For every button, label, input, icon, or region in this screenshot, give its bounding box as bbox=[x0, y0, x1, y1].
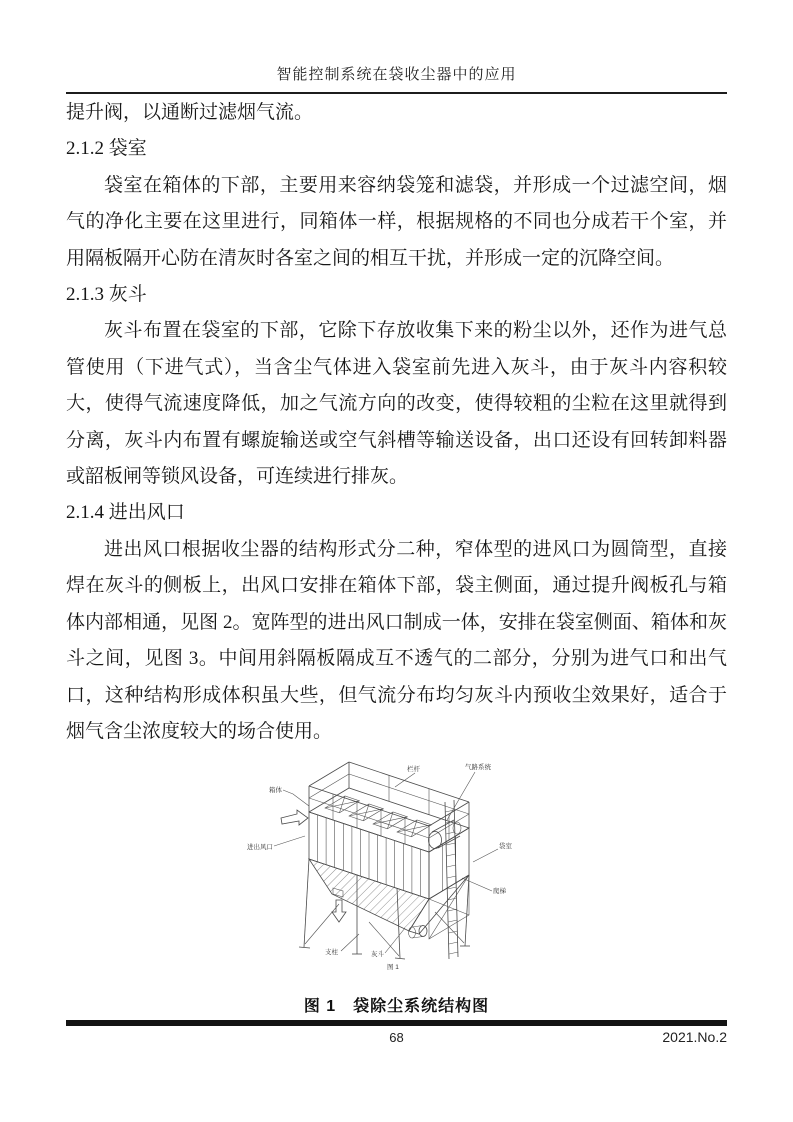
section-heading-214: 2.1.4 进出风口 bbox=[66, 502, 185, 524]
figure-label-support: 支柱 bbox=[324, 949, 338, 957]
inlet-arrow-icon bbox=[281, 810, 308, 825]
header-rule bbox=[66, 92, 727, 94]
issue-number: 2021.No.2 bbox=[662, 1029, 727, 1045]
gas-system-cylinder bbox=[428, 820, 461, 849]
paragraph-ash-hopper: 灰斗布置在袋室的下部，它除下存放收集下来的粉尘以外，还作为进气总管使用（下进气式），当含尘气体进入袋室前先进入灰斗，由于灰斗内容积较大，使得气流速度降低，加之气流方向的改变，使得较粗的尘粒在这里就得到分离，灰斗内布置有螺旋输送或空气斜槽等输送设备，出口还设有回转卸料器或韶板闸等锁风设备，可连续进行排灰。 bbox=[66, 320, 727, 488]
figure-label-gas-system: 气路系统 bbox=[464, 764, 491, 772]
figure-label-ladder: 爬梯 bbox=[492, 888, 506, 896]
figure-label-bag-chamber: 袋室 bbox=[498, 843, 512, 851]
figure-label-railing: 栏杆 bbox=[406, 766, 420, 774]
paragraph-bag-chamber: 袋室在箱体的下部，主要用来容纳袋笼和滤袋，并形成一个过滤空间，烟气的净化主要在这里进行，同箱体一样，根据规格的不同也分成若干个室，并用隔板隔开心防在清灰时各室之间的相互干扰，并形成一定的沉降空间。 bbox=[66, 174, 727, 269]
figure-label-hopper: 灰斗 bbox=[370, 951, 384, 959]
figure-caption: 图 1 袋除尘系统结构图 bbox=[303, 998, 490, 1016]
figure-1 bbox=[66, 754, 727, 1016]
body-text bbox=[66, 95, 727, 1016]
paragraph-inlet-outlet: 进出风口根据收尘器的结构形式分二种，窄体型的进风口为圆筒型，直接焊在灰斗的侧板上，出风口安排在箱体下部，袋主侧面，通过提升阀板孔与箱体内部相通，见图 2。宽阵型的进出风口制成一体，安排在袋室侧面、箱体和灰斗之间，见图 3。中间用斜隔板隔成互不透气的二部分，分别为进气口和出气口，这种结构形成体积虽大些，但气流分布均匀灰斗内预收尘效果好，适合于烟气含尘浓度较大的场合使用。 bbox=[66, 538, 727, 742]
footer-rule bbox=[66, 1020, 727, 1026]
section-heading-212: 2.1.2 袋室 bbox=[66, 138, 147, 160]
page-number: 68 bbox=[389, 1030, 404, 1045]
down-arrow-icon bbox=[332, 900, 346, 922]
section-heading-213: 2.1.3 灰斗 bbox=[66, 284, 147, 306]
hopper-group bbox=[309, 859, 469, 938]
figure-label-inlet-outlet: 进出风口 bbox=[246, 844, 273, 852]
dust-collector-diagram bbox=[247, 754, 547, 984]
figure-label-box-body: 箱体 bbox=[268, 787, 282, 795]
paragraph-continuation: 提升阀，以通断过滤烟气流。 bbox=[66, 102, 314, 123]
running-header-title: 智能控制系统在袋收尘器中的应用 bbox=[276, 67, 517, 83]
figure-inner-label: 图 1 bbox=[386, 964, 399, 972]
